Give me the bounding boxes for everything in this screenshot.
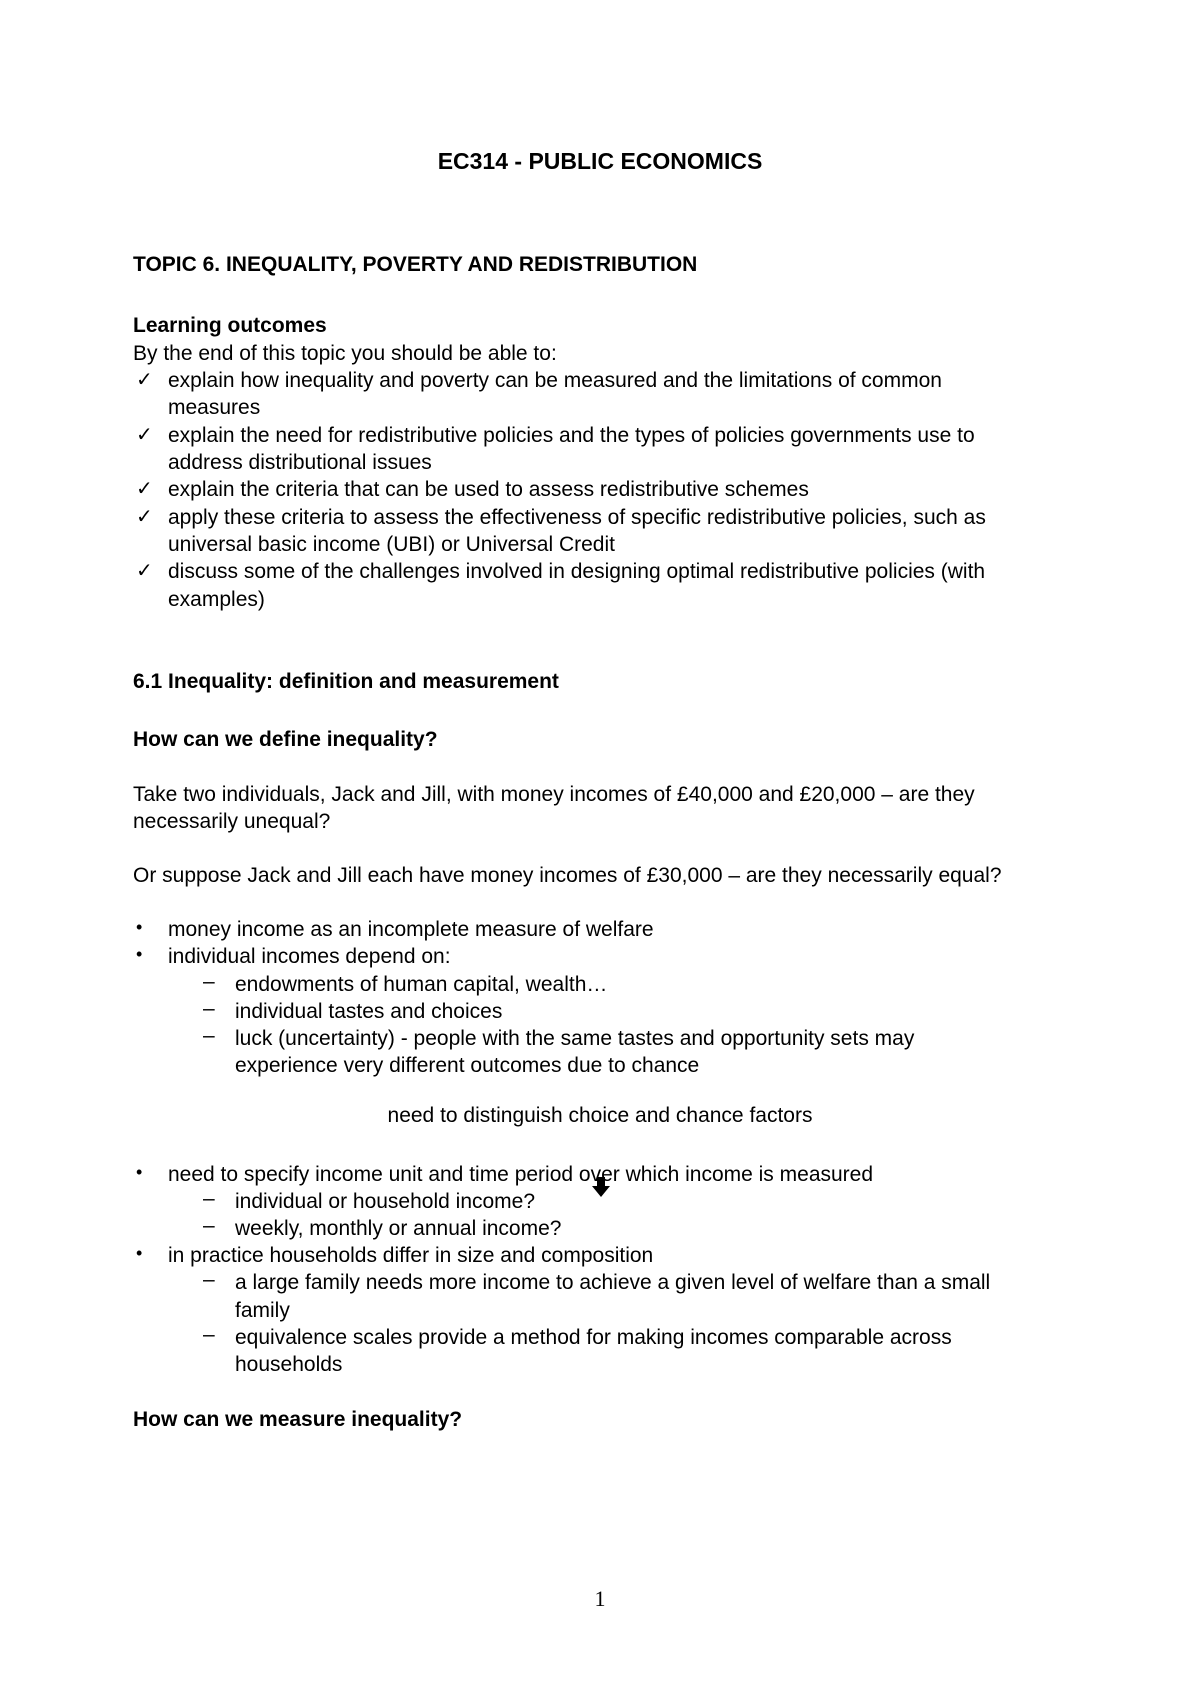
check-icon: ✓ — [136, 422, 153, 446]
check-icon: ✓ — [136, 367, 153, 391]
page-number: 1 — [594, 1586, 606, 1611]
dash-icon: – — [203, 1187, 215, 1210]
dash-icon: – — [203, 1214, 215, 1237]
learning-outcomes-intro: By the end of this topic you should be able to: — [133, 342, 557, 365]
dash-icon: – — [203, 1323, 215, 1346]
outcome-item-4-line-2: universal basic income (UBI) or Universal Credit — [168, 533, 615, 556]
outcome-item-4-line-1: apply these criteria to assess the effectiveness of specific redistributive policies, such as — [168, 506, 986, 529]
dash-item-2: individual tastes and choices — [235, 1000, 503, 1023]
bullet-3: need to specify income unit and time period over which income is measured — [168, 1163, 874, 1186]
dash-item-7-line-2: households — [235, 1353, 343, 1376]
section-6-1-heading: 6.1 Inequality: definition and measurement — [133, 670, 559, 693]
document-title: EC314 - PUBLIC ECONOMICS — [437, 148, 763, 174]
learning-outcomes-heading: Learning outcomes — [133, 314, 327, 337]
topic-heading: TOPIC 6. INEQUALITY, POVERTY AND REDISTRIBUTION — [133, 253, 698, 276]
check-icon: ✓ — [136, 476, 153, 500]
bullet-icon: • — [136, 917, 143, 937]
outcome-item-2-line-2: address distributional issues — [168, 451, 432, 474]
paragraph-2: Or suppose Jack and Jill each have money incomes of £30,000 – are they necessarily equal? — [133, 864, 1002, 887]
dash-item-7-line-1: equivalence scales provide a method for making incomes comparable across — [235, 1326, 952, 1349]
subheading-define-inequality: How can we define inequality? — [133, 728, 438, 751]
bullet-2: individual incomes depend on: — [168, 945, 451, 968]
dash-item-4: individual or household income? — [235, 1190, 536, 1213]
check-icon: ✓ — [136, 504, 153, 528]
dash-item-3-line-2: experience very different outcomes due to chance — [235, 1054, 700, 1077]
bullet-icon: • — [136, 1162, 143, 1182]
dash-icon: – — [203, 1268, 215, 1291]
bullet-icon: • — [136, 944, 143, 964]
dash-item-1: endowments of human capital, wealth… — [235, 973, 608, 996]
dash-icon: – — [203, 997, 215, 1020]
outcome-item-1-line-2: measures — [168, 396, 261, 419]
dash-item-6-line-1: a large family needs more income to achieve a given level of welfare than a small — [235, 1271, 991, 1294]
outcome-item-2-line-1: explain the need for redistributive policies and the types of policies governments use to — [168, 424, 975, 447]
dash-icon: – — [203, 1024, 215, 1047]
dash-item-3-line-1: luck (uncertainty) - people with the same tastes and opportunity sets may — [235, 1027, 915, 1050]
paragraph-1-line-1: Take two individuals, Jack and Jill, with money incomes of £40,000 and £20,000 – are they — [133, 783, 975, 806]
dash-icon: – — [203, 970, 215, 993]
paragraph-1-line-2: necessarily unequal? — [133, 810, 331, 833]
bullet-icon: • — [136, 1243, 143, 1263]
dash-item-6-line-2: family — [235, 1299, 290, 1322]
outcome-item-5-line-1: discuss some of the challenges involved in designing optimal redistributive policies (with — [168, 560, 986, 583]
check-icon: ✓ — [136, 558, 153, 582]
outcome-item-1-line-1: explain how inequality and poverty can be measured and the limitations of common — [168, 369, 942, 392]
outcome-item-3-line-1: explain the criteria that can be used to assess redistributive schemes — [168, 478, 809, 501]
outcome-item-5-line-2: examples) — [168, 588, 265, 611]
bullet-1: money income as an incomplete measure of welfare — [168, 918, 654, 941]
conclusion-text: need to distinguish choice and chance factors — [387, 1104, 813, 1127]
subheading-measure-inequality: How can we measure inequality? — [133, 1408, 463, 1431]
dash-item-5: weekly, monthly or annual income? — [235, 1217, 562, 1240]
bullet-4: in practice households differ in size and composition — [168, 1244, 654, 1267]
